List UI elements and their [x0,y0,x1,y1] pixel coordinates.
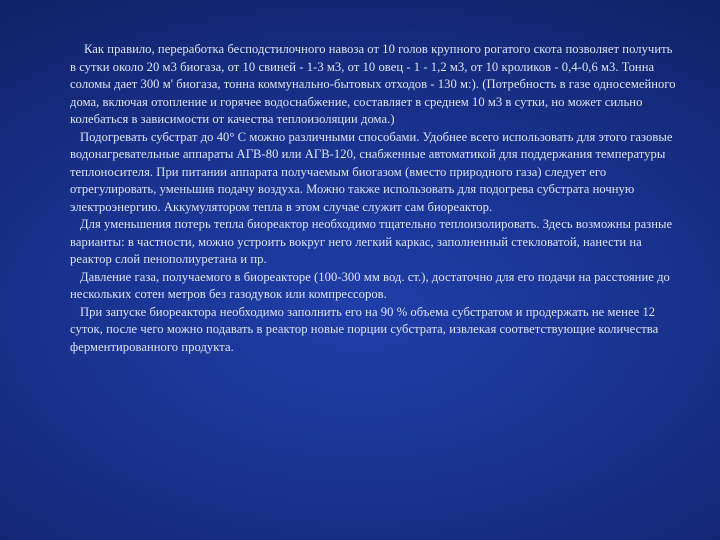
paragraph-text: Давление газа, получаемого в биореакторе (100-300 мм вод. ст.), достаточно для его подачи на расстояние до нескольких сотен метров без газодувок или компрессоров. [70,269,670,301]
paragraph-text: Как правило, переработка бесподстилочного навоза от 10 голов крупного рогатого скота позволяет получить в сутки около 20 м3 биогаза, от 10 свиней - 1-3 м3, от 10 овец - 1 - 1,2 м3, от 10 кроликов - 0,4-0,6 м3. Тонна соломы дает 300 м' биогаза, тонна коммунально-бытовых отходов - 130 м:). (Потребность в газе односемейного дома, включая отопление и горячее водоснабжение, составляет в среднем 10 м3 в сутки, но может сильно колебаться в зависимости от качества теплоизоляции дома.) [70,42,676,126]
paragraph-text: Для уменьшения потерь тепла биореактор необходимо тщательно теплоизолировать. Здесь возможны разные варианты: в частности, можно устроить вокруг него легкий каркас, заполненный стекловатой, нанести на реактор слой пенополиуретана и пр. [70,217,673,266]
paragraph-substrate-heating [70,129,680,217]
paragraph-thermal-insulation [70,216,680,269]
paragraph-text: Подогревать субстрат до 40° С можно различными способами. Удобнее всего использовать для этого газовые водонагревательные аппараты АГВ-80 или АГВ-120, снабженные автоматикой для поддержания температуры теплоносителя. При питании аппарата получаемым биогазом (вместо природного газа) следует его отрегулировать, уменьшив подачу воздуха. Можно также использовать для подогрева субстрата ночную электроэнергию. Аккумулятором тепла в этом случае служит сам биореактор. [70,129,673,214]
slide-text-body [70,41,680,356]
paragraph-gas-pressure [70,269,680,304]
paragraph-reactor-startup [70,304,680,357]
paragraph-text: При запуске биореактора необходимо заполнить его на 90 % объема субстратом и продержать не менее 12 суток, после чего можно подавать в реактор новые порции субстрата, извлекая соответствующие количества ферментированного продукта. [70,304,659,354]
paragraph-biogas-yield [70,41,680,129]
